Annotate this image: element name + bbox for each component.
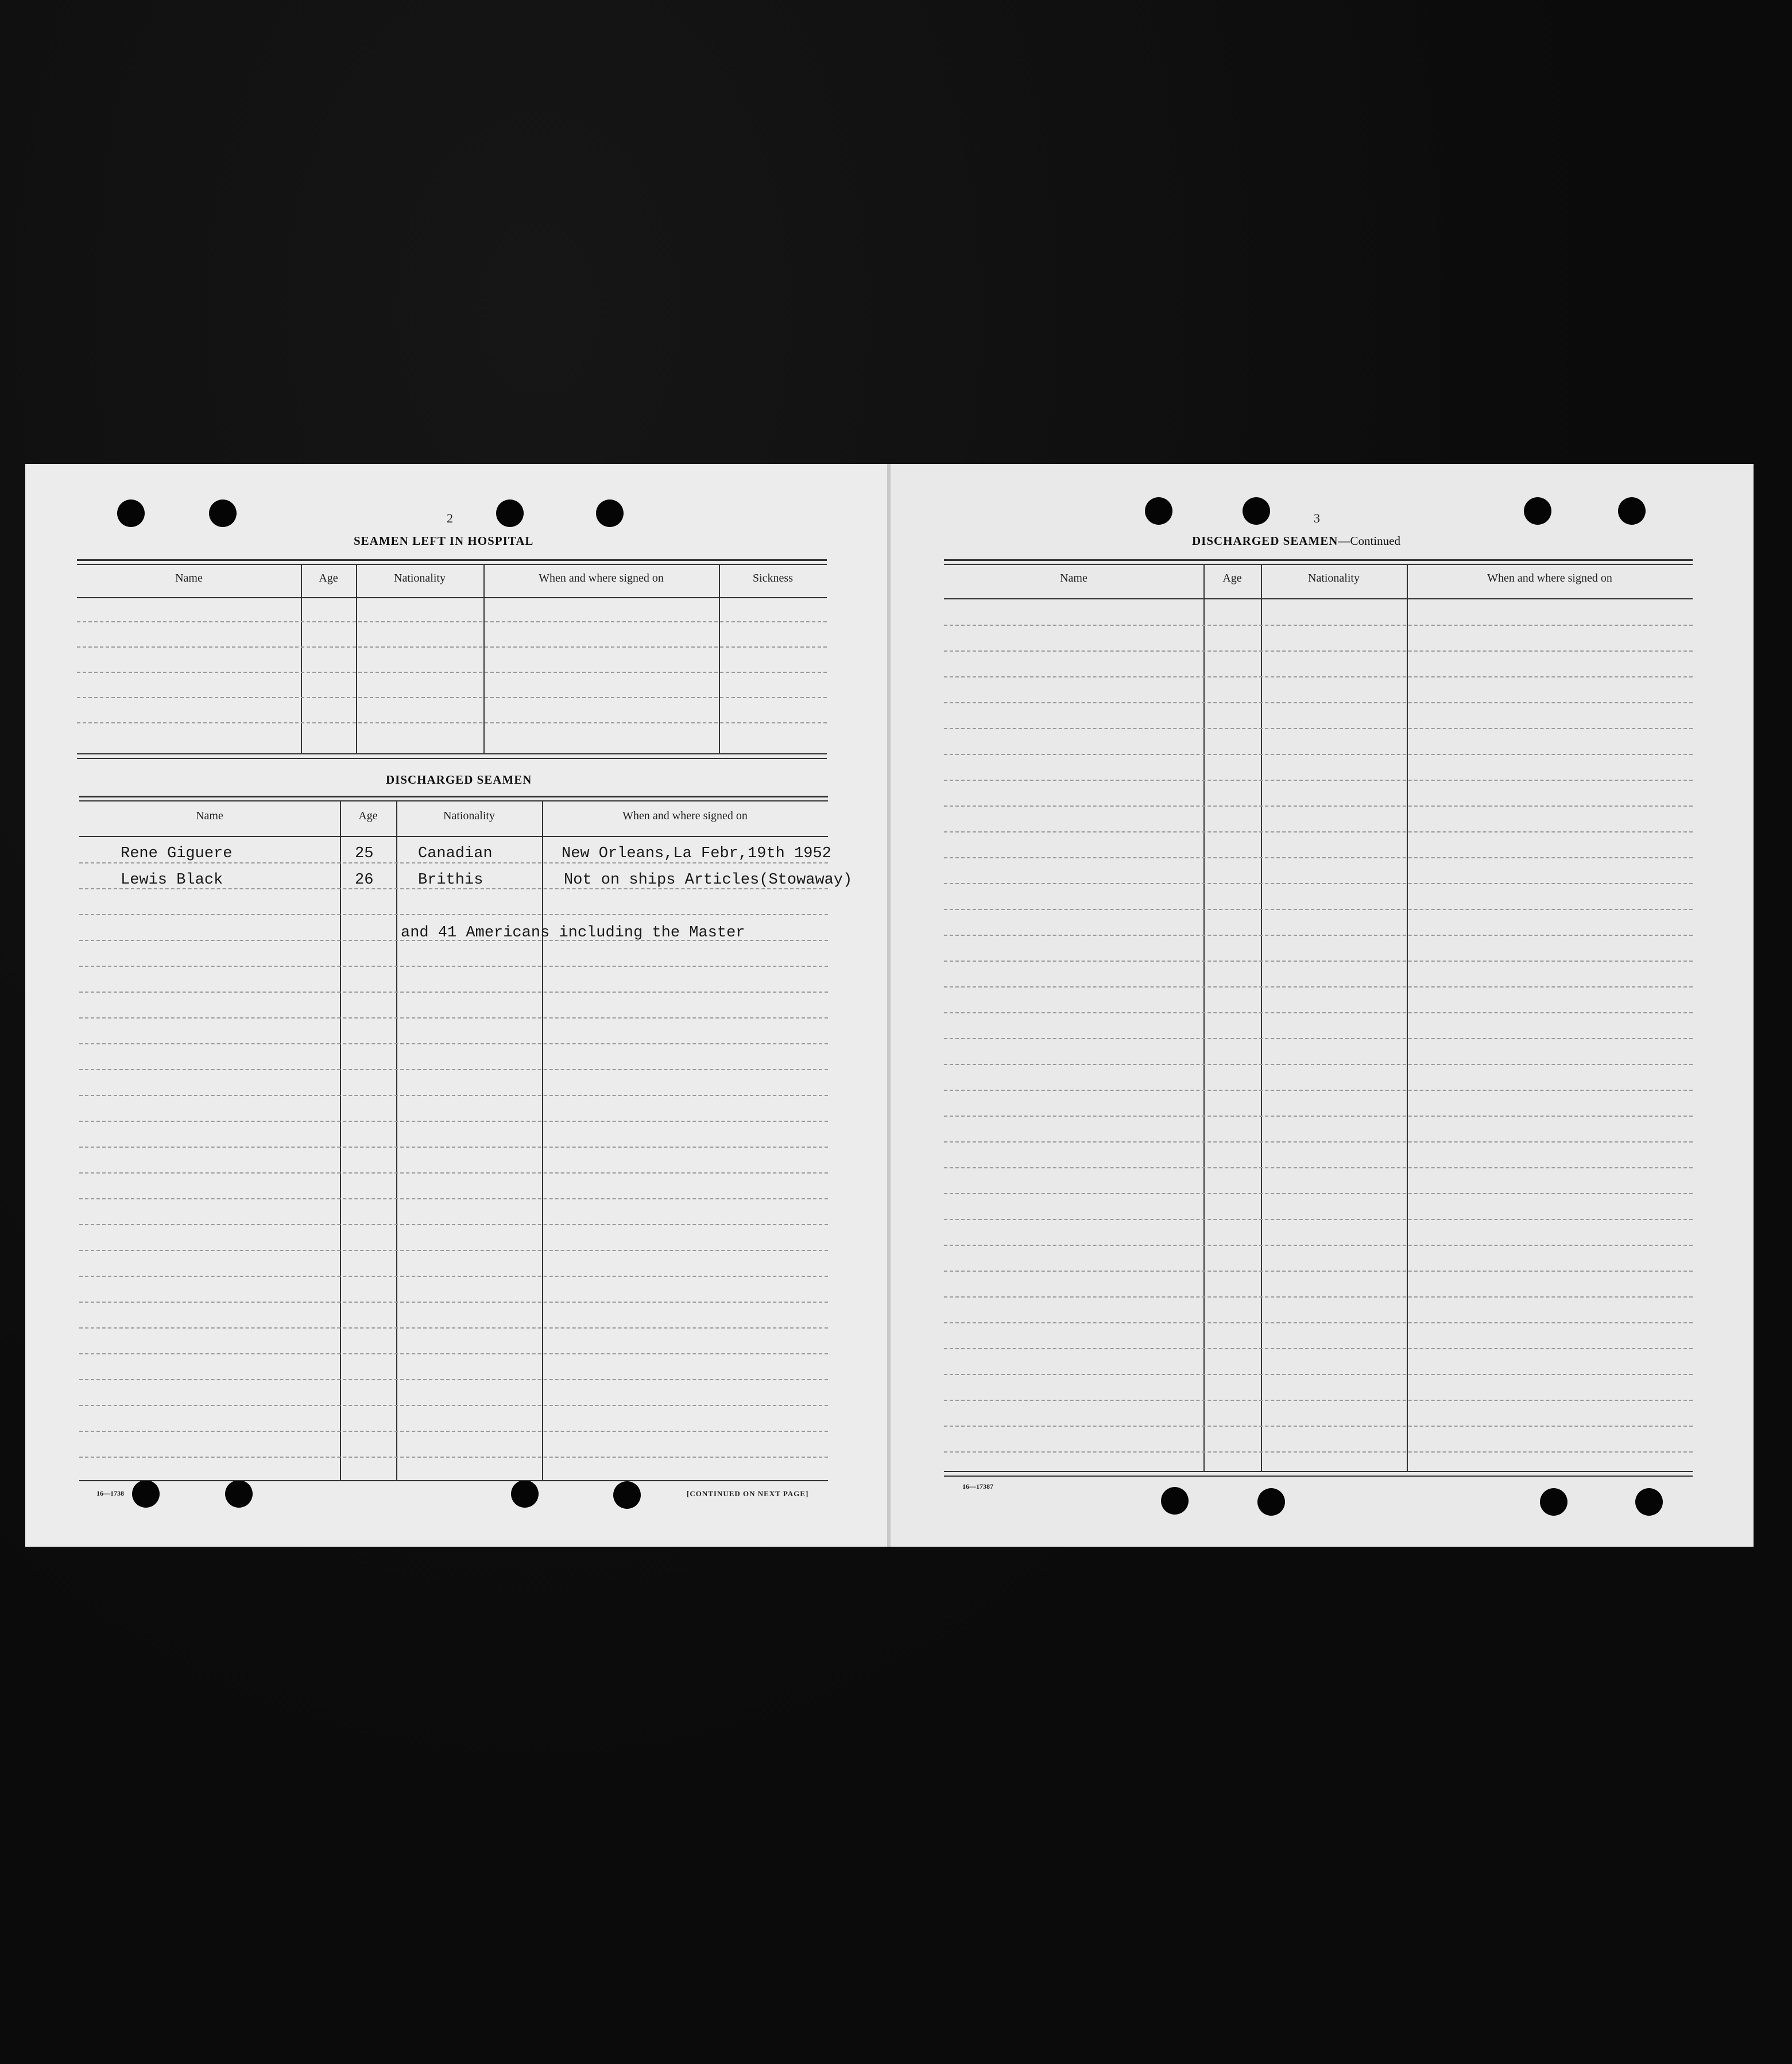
punch-hole: [511, 1480, 539, 1508]
seaman-signed-on: Not on ships Articles(Stowaway): [564, 872, 853, 889]
table-rule: [79, 800, 828, 801]
row-line: [79, 914, 828, 915]
punch-hole: [1618, 497, 1646, 525]
row-line: [944, 650, 1693, 652]
seaman-nationality: Brithis: [418, 872, 483, 889]
column-header: Age: [358, 810, 378, 822]
punch-hole: [1161, 1487, 1189, 1515]
table-rule: [77, 564, 827, 565]
form-code: 16—17387: [962, 1482, 993, 1490]
seaman-signed-on: New Orleans,La Febr,19th 1952: [562, 845, 831, 862]
right-page: [890, 464, 1754, 1547]
row-line: [944, 754, 1693, 755]
row-line: [944, 1167, 1693, 1168]
column-header: When and where signed on: [1487, 572, 1612, 584]
row-line: [79, 1276, 828, 1277]
column-header: Sickness: [753, 572, 793, 584]
punch-hole: [613, 1481, 641, 1509]
punch-hole: [1145, 497, 1172, 525]
table-rule: [77, 559, 827, 561]
row-line: [77, 722, 827, 723]
discharged-section-title: DISCHARGED SEAMEN: [386, 773, 532, 787]
table-rule: [77, 597, 827, 598]
discharged-continued-title: DISCHARGED SEAMEN—Continued: [1192, 534, 1400, 548]
column-header: Age: [1222, 572, 1242, 584]
column-divider: [1407, 565, 1408, 1472]
punch-hole: [1243, 497, 1270, 525]
punch-hole: [1635, 1488, 1663, 1516]
crew-note: and 41 Americans including the Master: [401, 924, 745, 942]
column-divider: [719, 565, 720, 754]
row-line: [79, 1017, 828, 1019]
punch-hole: [209, 499, 237, 527]
punch-hole: [596, 499, 624, 527]
column-header: Name: [175, 572, 203, 584]
row-line: [944, 780, 1693, 781]
row-line: [944, 961, 1693, 962]
column-divider: [1203, 565, 1205, 1472]
table-rule: [79, 1480, 828, 1481]
column-divider: [483, 565, 485, 754]
row-line: [944, 831, 1693, 832]
row-line: [944, 676, 1693, 677]
row-line: [79, 1250, 828, 1251]
row-line: [944, 1116, 1693, 1117]
column-header: Nationality: [1308, 572, 1360, 584]
table-rule: [77, 758, 827, 759]
row-line: [79, 1198, 828, 1199]
table-rule: [79, 796, 828, 797]
continued-footer: [CONTINUED ON NEXT PAGE]: [687, 1489, 809, 1498]
punch-hole: [132, 1480, 160, 1508]
left-page: [25, 464, 889, 1547]
row-line: [77, 646, 827, 648]
table-rule: [79, 836, 828, 837]
row-line: [77, 697, 827, 698]
row-line: [944, 1451, 1693, 1453]
hospital-section-title: SEAMEN LEFT IN HOSPITAL: [354, 534, 534, 548]
table-rule: [944, 1471, 1693, 1472]
row-line: [77, 621, 827, 622]
row-line: [944, 986, 1693, 988]
row-line: [79, 1353, 828, 1354]
row-line: [79, 1043, 828, 1044]
row-line: [79, 966, 828, 967]
seaman-name: Lewis Black: [121, 872, 223, 889]
row-line: [944, 702, 1693, 703]
row-line: [944, 1141, 1693, 1143]
row-line: [944, 1245, 1693, 1246]
column-header: Name: [196, 810, 223, 822]
punch-hole: [225, 1480, 253, 1508]
punch-hole: [496, 499, 524, 527]
row-line: [944, 625, 1693, 626]
table-rule: [944, 564, 1693, 565]
row-line: [944, 1348, 1693, 1349]
column-divider: [356, 565, 357, 754]
row-line: [79, 1457, 828, 1458]
row-line: [79, 1327, 828, 1329]
row-line: [944, 1426, 1693, 1427]
row-line: [944, 1219, 1693, 1220]
seaman-name: Rene Giguere: [121, 845, 233, 862]
column-divider: [1261, 565, 1262, 1472]
row-line: [79, 1405, 828, 1406]
seaman-age: 25: [355, 845, 374, 862]
row-line: [944, 1012, 1693, 1013]
row-line: [77, 672, 827, 673]
row-line: [944, 857, 1693, 858]
row-line: [944, 1271, 1693, 1272]
row-line: [944, 1296, 1693, 1298]
table-rule: [944, 1476, 1693, 1477]
page-number: 3: [1314, 511, 1320, 525]
seaman-age: 26: [355, 872, 374, 889]
column-header: Name: [1060, 572, 1087, 584]
punch-hole: [1540, 1488, 1567, 1516]
column-header: Nationality: [443, 810, 495, 822]
row-line: [944, 1064, 1693, 1065]
punch-hole: [1257, 1488, 1285, 1516]
table-rule: [944, 598, 1693, 599]
row-line: [944, 883, 1693, 884]
form-code: 16—1738: [96, 1489, 124, 1497]
column-header: Age: [319, 572, 338, 584]
punch-hole: [117, 499, 145, 527]
row-line: [79, 1069, 828, 1070]
row-line: [79, 992, 828, 993]
row-line: [944, 1322, 1693, 1323]
row-line: [79, 1095, 828, 1096]
row-line: [79, 862, 828, 863]
table-rule: [944, 559, 1693, 561]
page-fold: [887, 464, 891, 1547]
row-line: [944, 806, 1693, 807]
row-line: [79, 1431, 828, 1432]
column-header: Nationality: [394, 572, 446, 584]
row-line: [944, 1400, 1693, 1401]
punch-hole: [1524, 497, 1551, 525]
page-number: 2: [447, 511, 453, 525]
row-line: [79, 1147, 828, 1148]
column-header: When and where signed on: [539, 572, 664, 584]
row-line: [944, 909, 1693, 910]
row-line: [79, 1302, 828, 1303]
row-line: [944, 1090, 1693, 1091]
row-line: [79, 1224, 828, 1225]
row-line: [944, 935, 1693, 936]
row-line: [944, 1374, 1693, 1375]
column-header: When and where signed on: [622, 810, 748, 822]
column-divider: [301, 565, 302, 754]
row-line: [944, 1193, 1693, 1194]
row-line: [944, 1038, 1693, 1039]
row-line: [944, 728, 1693, 729]
row-line: [79, 1121, 828, 1122]
table-rule: [77, 753, 827, 754]
row-line: [79, 1379, 828, 1380]
seaman-nationality: Canadian: [418, 845, 493, 862]
row-line: [79, 1172, 828, 1174]
